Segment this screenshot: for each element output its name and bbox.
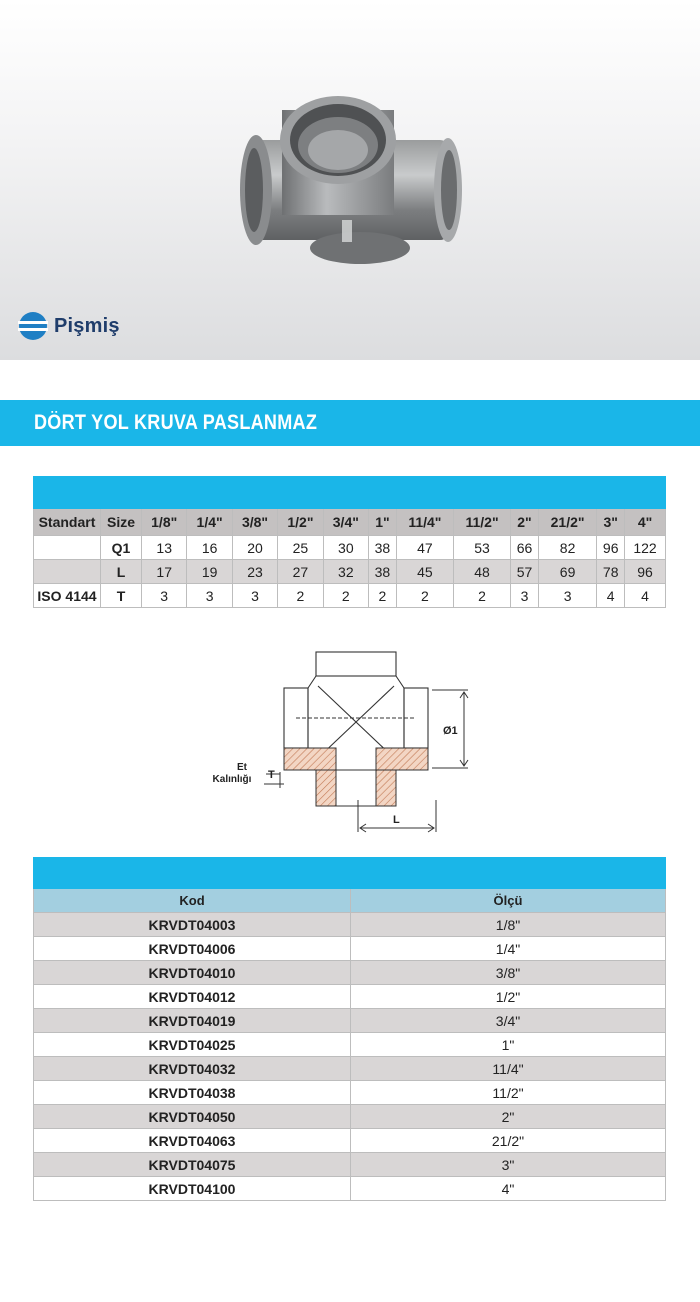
spec-cell: 69 bbox=[538, 560, 596, 584]
code-cell: KRVDT04012 bbox=[34, 985, 351, 1009]
size-cell: 11/4" bbox=[351, 1057, 666, 1081]
spec-row-q1 bbox=[34, 536, 666, 560]
title-bar bbox=[0, 400, 700, 446]
spec-cell: 2 bbox=[453, 584, 510, 608]
header-standart: Standart bbox=[34, 509, 101, 536]
spec-cell: 48 bbox=[453, 560, 510, 584]
brand-name: Pişmiş bbox=[54, 314, 120, 337]
code-cell: KRVDT04050 bbox=[34, 1105, 351, 1129]
wall-label-et: Et bbox=[237, 762, 247, 773]
spec-cell: 96 bbox=[597, 536, 625, 560]
size-cell: 11/2" bbox=[351, 1081, 666, 1105]
spec-cell: 38 bbox=[369, 560, 397, 584]
code-cell: KRVDT04025 bbox=[34, 1033, 351, 1057]
header-size-col: 4" bbox=[625, 509, 666, 536]
size-cell: 3/8" bbox=[351, 961, 666, 985]
header-size-col: 3" bbox=[597, 509, 625, 536]
spec-cell: 23 bbox=[232, 560, 277, 584]
table-row bbox=[34, 1153, 666, 1177]
header-size-col: 1/4" bbox=[187, 509, 232, 536]
table-row bbox=[34, 913, 666, 937]
spec-cell: 27 bbox=[278, 560, 323, 584]
product-photo-area bbox=[0, 0, 700, 360]
row-standard bbox=[34, 536, 101, 560]
code-cell: KRVDT04038 bbox=[34, 1081, 351, 1105]
spec-table bbox=[33, 476, 666, 608]
spec-cell: 2 bbox=[369, 584, 397, 608]
cross-fitting-photo bbox=[230, 90, 470, 270]
code-table bbox=[33, 857, 666, 1201]
size-cell: 3" bbox=[351, 1153, 666, 1177]
size-cell: 1" bbox=[351, 1033, 666, 1057]
spec-cell: 47 bbox=[396, 536, 453, 560]
header-size-col: 1/2" bbox=[278, 509, 323, 536]
spec-cell: 57 bbox=[511, 560, 539, 584]
header-olcu: Ölçü bbox=[351, 889, 666, 913]
table-row bbox=[34, 1177, 666, 1201]
spec-cell: 20 bbox=[232, 536, 277, 560]
spec-cell: 30 bbox=[323, 536, 368, 560]
spec-table-banner bbox=[34, 477, 666, 509]
spec-cell: 3 bbox=[538, 584, 596, 608]
brand-logo-icon bbox=[18, 311, 48, 341]
table-row bbox=[34, 1033, 666, 1057]
size-cell: 1/8" bbox=[351, 913, 666, 937]
size-cell: 1/4" bbox=[351, 937, 666, 961]
spec-cell: 3 bbox=[511, 584, 539, 608]
table-row bbox=[34, 1105, 666, 1129]
table-row bbox=[34, 985, 666, 1009]
header-size: Size bbox=[101, 509, 142, 536]
header-size-col: 1/8" bbox=[142, 509, 187, 536]
header-size-col: 1" bbox=[369, 509, 397, 536]
spec-cell: 82 bbox=[538, 536, 596, 560]
code-cell: KRVDT04003 bbox=[34, 913, 351, 937]
spec-cell: 2 bbox=[323, 584, 368, 608]
code-cell: KRVDT04019 bbox=[34, 1009, 351, 1033]
table-row bbox=[34, 1057, 666, 1081]
spec-cell: 66 bbox=[511, 536, 539, 560]
size-cell: 1/2" bbox=[351, 985, 666, 1009]
spec-cell: 4 bbox=[597, 584, 625, 608]
spec-cell: 4 bbox=[625, 584, 666, 608]
spec-cell: 25 bbox=[278, 536, 323, 560]
technical-drawing bbox=[200, 650, 500, 840]
spec-cell: 32 bbox=[323, 560, 368, 584]
header-size-col: 11/2" bbox=[453, 509, 510, 536]
spec-cell: 122 bbox=[625, 536, 666, 560]
spec-cell: 3 bbox=[232, 584, 277, 608]
header-size-col: 2" bbox=[511, 509, 539, 536]
size-cell: 4" bbox=[351, 1177, 666, 1201]
row-size-label: L bbox=[101, 560, 142, 584]
header-size-col: 11/4" bbox=[396, 509, 453, 536]
code-cell: KRVDT04006 bbox=[34, 937, 351, 961]
q1-dimension-label: Ø1 bbox=[443, 725, 458, 737]
spec-cell: 96 bbox=[625, 560, 666, 584]
table-row bbox=[34, 1081, 666, 1105]
header-size-col: 3/4" bbox=[323, 509, 368, 536]
table-row bbox=[34, 1009, 666, 1033]
code-table-banner bbox=[34, 858, 666, 889]
spec-table-header bbox=[34, 509, 666, 536]
spec-cell: 2 bbox=[396, 584, 453, 608]
size-cell: 21/2" bbox=[351, 1129, 666, 1153]
spec-cell: 38 bbox=[369, 536, 397, 560]
spec-cell: 13 bbox=[142, 536, 187, 560]
row-size-label: T bbox=[101, 584, 142, 608]
spec-cell: 45 bbox=[396, 560, 453, 584]
wall-label-kalinligi: Kalınlığı bbox=[212, 774, 252, 785]
spec-row-l bbox=[34, 560, 666, 584]
t-label: T bbox=[268, 769, 275, 781]
code-cell: KRVDT04010 bbox=[34, 961, 351, 985]
header-kod: Kod bbox=[34, 889, 351, 913]
spec-row-t bbox=[34, 584, 666, 608]
spec-cell: 2 bbox=[278, 584, 323, 608]
code-cell: KRVDT04032 bbox=[34, 1057, 351, 1081]
row-size-label: Q1 bbox=[101, 536, 142, 560]
row-standard: ISO 4144 bbox=[34, 584, 101, 608]
code-table-header bbox=[34, 889, 666, 913]
table-row bbox=[34, 1129, 666, 1153]
code-cell: KRVDT04063 bbox=[34, 1129, 351, 1153]
spec-cell: 53 bbox=[453, 536, 510, 560]
code-cell: KRVDT04075 bbox=[34, 1153, 351, 1177]
row-standard bbox=[34, 560, 101, 584]
spec-cell: 17 bbox=[142, 560, 187, 584]
spec-cell: 78 bbox=[597, 560, 625, 584]
code-cell: KRVDT04100 bbox=[34, 1177, 351, 1201]
spec-cell: 16 bbox=[187, 536, 232, 560]
product-title: DÖRT YOL KRUVA PASLANMAZ bbox=[34, 411, 318, 434]
spec-cell: 3 bbox=[187, 584, 232, 608]
table-row bbox=[34, 937, 666, 961]
size-cell: 2" bbox=[351, 1105, 666, 1129]
l-dimension-label: L bbox=[393, 814, 400, 826]
brand-logo bbox=[18, 310, 120, 342]
table-row bbox=[34, 961, 666, 985]
size-cell: 3/4" bbox=[351, 1009, 666, 1033]
spec-cell: 19 bbox=[187, 560, 232, 584]
spec-cell: 3 bbox=[142, 584, 187, 608]
header-size-col: 21/2" bbox=[538, 509, 596, 536]
header-size-col: 3/8" bbox=[232, 509, 277, 536]
